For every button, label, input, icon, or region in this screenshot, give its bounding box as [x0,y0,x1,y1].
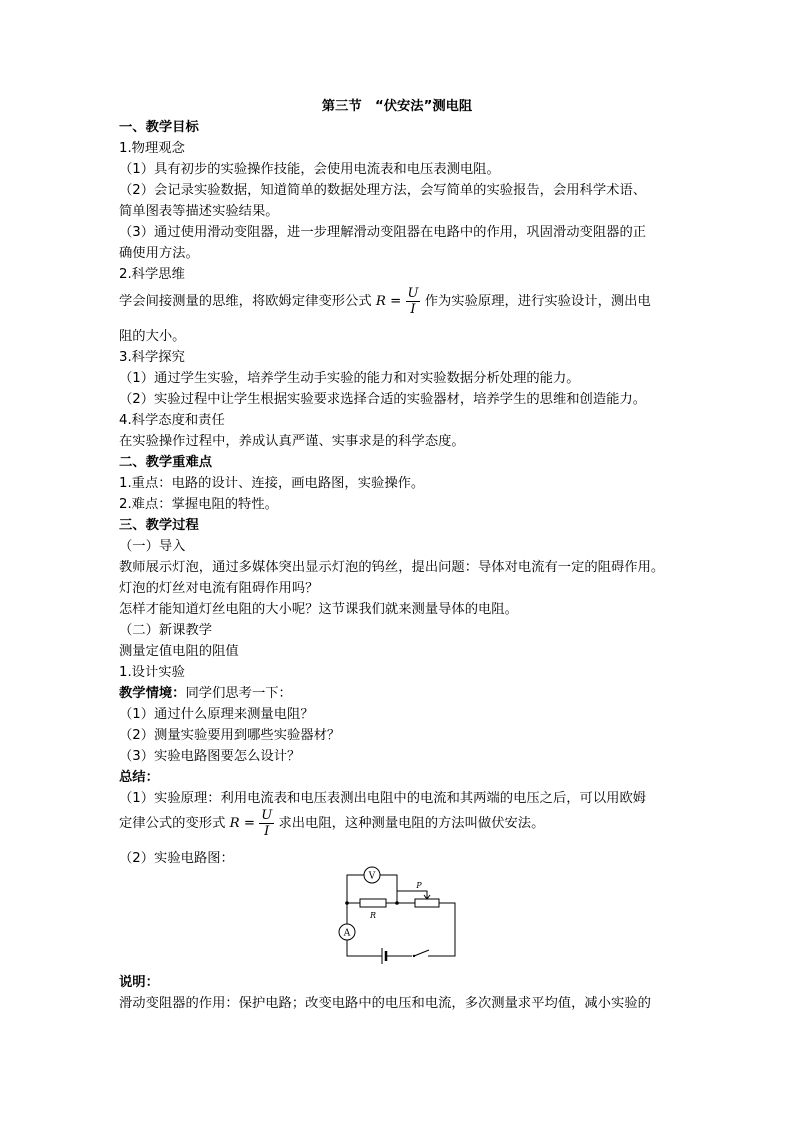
subheading-scientific-inquiry: 3.科学探究 [119,350,185,365]
junction-dot [345,901,349,905]
subheading-scientific-thinking: 2.科学思维 [119,267,185,282]
section-heading-goals: 一、教学目标 [119,120,199,135]
paragraph-line: （1）具有初步的实验操作技能，会使用电流表和电压表测电阻。 [119,162,500,177]
paragraph-line: 在实验操作过程中，养成认真严谨、实事求是的科学态度。 [119,434,465,449]
paragraph-line: 阻的大小。 [119,329,186,344]
junction-dot [395,901,399,905]
formula-line-text-a: 学会间接测量的思维，将欧姆定律变形公式 [119,294,372,309]
teaching-scenario-text: 同学们思考一下： [185,686,292,701]
paragraph-line: 教师展示灯泡，通过多媒体突出显示灯泡的钨丝，提出问题：导体对电流有一定的阻碍作用。 [119,560,665,575]
section-heading-process: 三、教学过程 [119,518,199,533]
formula-line-text-b: 求出电阻，这种测量电阻的方法叫做伏安法。 [278,816,545,831]
formula-line-text-a: 定律公式的变形式 [119,816,226,831]
fraction-denominator: I [264,823,270,839]
subheading-attitude: 4.科学态度和责任 [119,413,225,428]
subheading-design-experiment: 1.设计实验 [119,665,185,680]
question-item: （1）通过什么原理来测量电阻？ [119,707,314,722]
formula-lhs: R [229,816,240,831]
subheading-intro: （一）导入 [119,539,186,554]
formula-line [119,284,651,320]
slider-label: P [416,881,422,890]
paragraph-line: 1.重点：电路的设计、连接，画电路图，实验操作。 [119,476,425,491]
wire [388,903,455,956]
paragraph-line: 确使用方法。 [119,246,199,261]
note-label: 说明： [119,975,159,990]
subheading-new-lesson: （二）新课教学 [119,623,213,638]
formula-eq: = [243,816,256,831]
paragraph-line: （2）实验过程中让学生根据实验要求选择合适的实验器材，培养学生的思维和创造能力。 [119,392,647,407]
paragraph-line: （3）通过使用滑动变阻器，进一步理解滑动变阻器在电路中的作用，巩固滑动变阻器的正 [119,225,647,240]
paragraph-line: （2）实验电路图： [119,851,234,866]
formula-eq: = [390,294,402,309]
paragraph-line: 测量定值电阻的阻值 [119,644,239,659]
paragraph-line: （2）会记录实验数据，知道简单的数据处理方法，会写简单的实验报告，会用科学术语、 [119,183,647,198]
question-item: （3）实验电路图要怎么设计？ [119,749,301,764]
switch-pivot [413,955,415,957]
formula-line-text-b: 作为实验原理，进行实验设计，测出电 [424,294,651,309]
paragraph-line: （1）通过学生实验，培养学生动手实验的能力和对实验数据分析处理的能力。 [119,371,580,386]
subheading-physics-concept: 1.物理观念 [119,141,185,156]
ohm-fraction [406,286,421,317]
wire [347,940,378,956]
ammeter-label: A [343,928,351,939]
question-item: （2）测量实验要用到哪些实验器材？ [119,728,341,743]
page-title: 第三节 “伏安法”测电阻 [321,99,473,114]
rheostat-icon [415,899,439,907]
fraction-numerator: U [407,285,419,301]
teaching-scenario-line [119,683,292,704]
paragraph-line: 简单图表等描述实验结果。 [119,204,279,219]
teaching-scenario-label: 教学情境： [119,686,186,701]
fraction-denominator: I [410,301,416,317]
voltmeter-label: V [368,871,376,882]
ohm-fraction [259,808,274,839]
summary-label: 总结： [119,770,159,785]
formula-lhs: R [375,294,386,309]
paragraph-line: 滑动变阻器的作用：保护电路；改变电路中的电压和电流，多次测量求平均值，减小实验的 [119,996,651,1011]
resistor-icon [360,899,386,907]
circuit-diagram [330,864,465,966]
paragraph-line: 怎样才能知道灯丝电阻的大小呢？这节课我们就来测量导体的电阻。 [119,602,518,617]
paragraph-line: （1）实验原理：利用电流表和电压表测出电阻中的电流和其两端的电压之后，可以用欧姆 [119,791,647,806]
fraction-numerator: U [261,807,273,823]
formula-line [119,806,544,842]
paragraph-line: 灯泡的灯丝对电流有阻碍作用吗？ [119,581,319,596]
slider-arrow-icon [397,891,427,903]
resistor-label: R [369,911,377,920]
paragraph-line: 2.难点：掌握电阻的特性。 [119,497,278,512]
section-heading-key-points: 二、教学重难点 [119,455,213,470]
